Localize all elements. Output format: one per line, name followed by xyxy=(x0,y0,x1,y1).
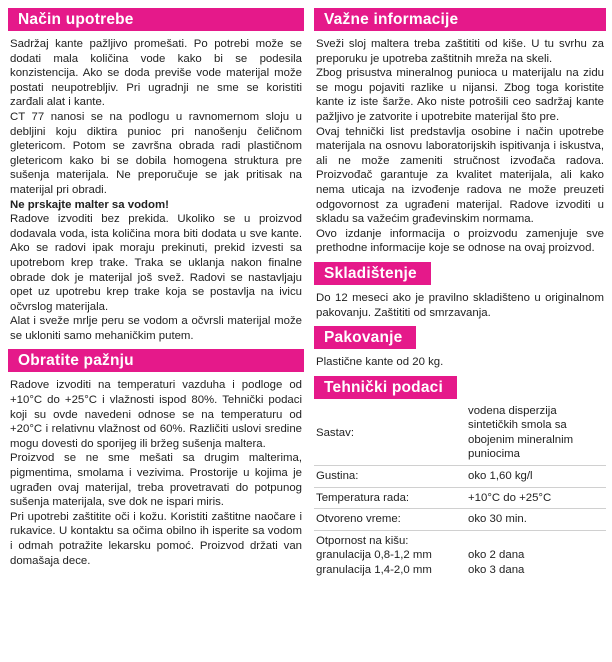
property-subvalue: oko 3 dana xyxy=(468,564,525,577)
paragraph: Ovo izdanje informacija o proizvodu zamenjuje sve prethodne informacije koje se odnose na ovaj proizvod. xyxy=(316,227,604,255)
paragraph: Radove izvoditi na temperaturi vazduha i podloge od +10°C do +25°C i vlažnosti ispod 80%. Tehnički podaci koji su ovde navedeni odnose se na temperaturu od +20°C i relativnu vlažnost od 60%. Različiti uslovi sredine mogu dovesti do sporijeg ili bržeg sušenja maltera. xyxy=(10,379,302,450)
table-row xyxy=(314,487,606,509)
section-body-vazne-informacije xyxy=(314,31,606,256)
paragraph: Pri upotrebi zaštitite oči i kožu. Koristiti zaštitne naočare i rukavice. U kontaktu sa očima obilno ih isperite sa vodom i odmah potražite lekarsku pomoć. Proizvod držati van domašaja dece. xyxy=(10,510,302,567)
property-value xyxy=(466,530,606,580)
section-title: Obratite pažnju xyxy=(18,352,134,370)
property-name: Gustina: xyxy=(314,466,466,488)
property-name: Otvoreno vreme: xyxy=(314,509,466,531)
section-title: Tehnički podaci xyxy=(324,378,443,396)
section-title: Važne informacije xyxy=(324,11,459,28)
property-subvalue: oko 2 dana xyxy=(468,549,525,562)
property-value: oko 1,60 kg/l xyxy=(466,466,606,488)
property-name xyxy=(314,530,466,580)
table-row xyxy=(314,530,606,580)
paragraph: CT 77 nanosi se na podlogu u ravnomernom sloju u debljini koju diktira punioc pri nanošenju čeličnom gletericom. Potom se završna obrada radi plastičnom gletericom kako bi se dobila homogena struktura pre sušenja materijala. Ne preporučuje se jak pritisak na materijal pri obradi. xyxy=(10,110,302,196)
property-name-main: Otpornost na kišu: xyxy=(316,534,409,547)
right-column xyxy=(314,8,606,581)
warning-line: Ne prskajte malter sa vodom! xyxy=(10,198,169,211)
section-header-vazne-informacije xyxy=(314,8,606,31)
table-row xyxy=(314,401,606,466)
paragraph: Do 12 meseci ako je pravilno skladišteno u originalnom pakovanju. Zaštititi od smrzavanja. xyxy=(316,291,604,319)
paragraph: Alat i sveže mrlje peru se vodom a očvrsli materijal može se ukloniti samo mehaničkim putem. xyxy=(10,315,302,342)
section-header-pakovanje xyxy=(314,326,416,349)
paragraph: Ovaj tehnički list predstavlja osobine i način upotrebe materijala na osnovu laboratorijskih ispitivanja i iskustva, ali ne može zameniti stručnost izvođača radova. Proizvođač garantuje za kvalitet materijala, ali kako nema uticaja na izvođenje radova ne može preuzeti odgovornost za ugrađeni materijal. Radove izvoditi u skladu sa važećim građevinskim normama. xyxy=(316,125,604,226)
section-header-obratite-paznju xyxy=(8,349,304,372)
property-name: Temperatura rada: xyxy=(314,487,466,509)
table-row xyxy=(314,509,606,531)
section-body-pakovanje xyxy=(314,349,606,370)
section-header-skladistenje xyxy=(314,262,431,285)
section-title: Pakovanje xyxy=(324,329,403,347)
property-subname: granulacija 1,4-2,0 mm xyxy=(316,564,432,577)
paragraph: Plastične kante od 20 kg. xyxy=(316,356,444,369)
section-header-nacin-upotrebe xyxy=(8,8,304,31)
left-column xyxy=(8,8,304,568)
table-row xyxy=(314,466,606,488)
property-value: vodena disperzija sintetičkih smola sa obojenim mineralnim puniocima xyxy=(466,401,606,466)
section-title: Način upotrebe xyxy=(18,11,134,28)
paragraph: Proizvod se ne sme mešati sa drugim malterima, pigmentima, smolama i vezivima. Prostorije u kojima je ugrađen ovaj materijal, treba provetravati do potpunog sušenja materijala, sve dok ne ispari miris. xyxy=(10,452,302,509)
property-name: Sastav: xyxy=(314,401,466,466)
property-value: oko 30 min. xyxy=(466,509,606,531)
section-body-nacin-upotrebe xyxy=(8,31,304,343)
paragraph: Sveži sloj maltera treba zaštititi od kiše. U tu svrhu za preporuku je upotreba zaštitnih mreža na skeli. xyxy=(316,38,604,65)
section-body-obratite-paznju xyxy=(8,372,304,568)
section-title: Skladištenje xyxy=(324,264,417,282)
section-header-tehnicki-podaci xyxy=(314,376,457,399)
section-body-skladistenje xyxy=(314,285,606,320)
property-subname: granulacija 0,8-1,2 mm xyxy=(316,549,432,562)
technical-data-table xyxy=(314,401,606,581)
paragraph: Zbog prisustva mineralnog punioca u materijalu na zidu se mogu pojaviti razlike u nijansi. Zbog toga koristite kante iz iste šarže. Ako niste potrošili ceo sadržaj kante pažljivo je zatvorite i upotrebite materijal što pre. xyxy=(316,67,604,123)
property-value: +10°C do +25°C xyxy=(466,487,606,509)
paragraph: Sadržaj kante pažljivo promešati. Po potrebi može se dodati mala količina vode kako bi se podesila konzistencija. Ako se doda previše vode materijal može postati neupotrebljiv. Pri ugradnji ne sme se koristiti zarđali alat i kante. xyxy=(10,38,302,109)
paragraph: Radove izvoditi bez prekida. Ukoliko se u proizvod dodavala voda, ista količina mora biti dodata u sve kante. Ako se radovi ipak moraju prekinuti, prekid izvesti sa upotrebom krep trake. Traka se uklanja nakon finalne obrade dok je materijal još svež. Radovi se nastavljaju opet uz upotrebu krep trake koja se postavlja na ivicu očvrslog materijala. xyxy=(10,213,302,313)
